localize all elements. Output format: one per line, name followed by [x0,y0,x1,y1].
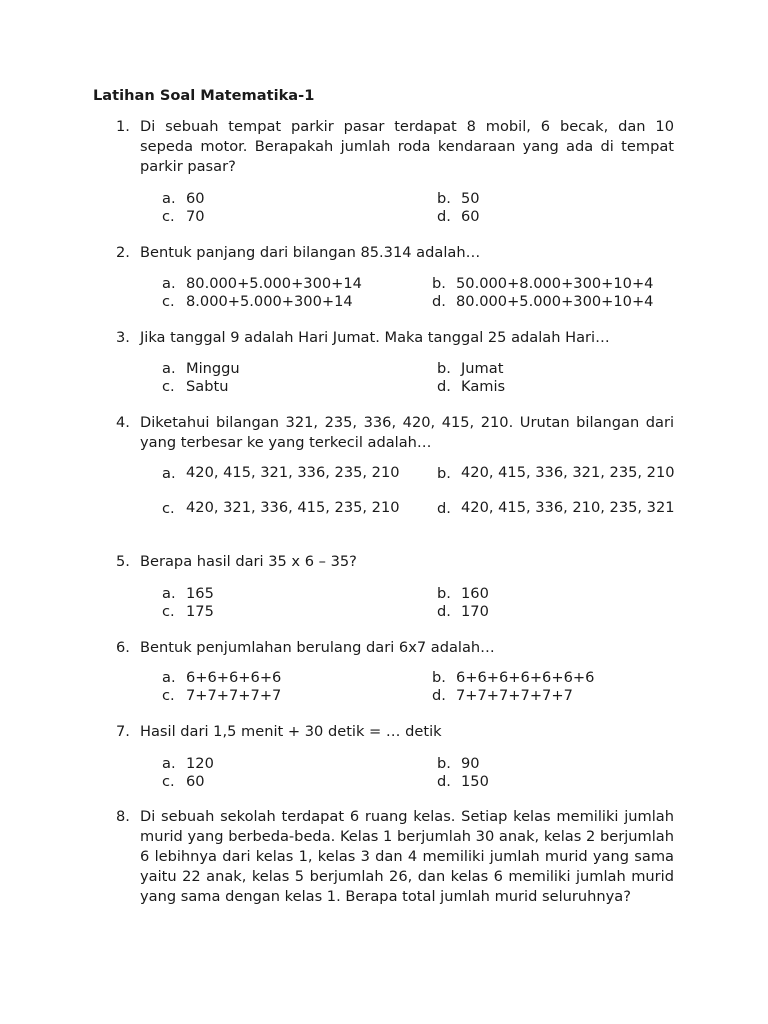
question-number: 2. [116,244,130,261]
question-text: Bentuk panjang dari bilangan 85.314 adalah… [140,244,481,261]
page-title: Latihan Soal Matematika-1 [93,87,315,104]
question-text: Diketahui bilangan 321, 235, 336, 420, 415, 210. Urutan bilangan dari yang terbesar ke yang terkecil adalah… [140,414,674,451]
question-number: 7. [116,723,130,740]
question-number: 3. [116,329,130,346]
question-text: Bentuk penjumlahan berulang dari 6x7 adalah… [140,639,495,656]
question-text: Di sebuah tempat parkir pasar terdapat 8 mobil, 6 becak, dan 10 sepeda motor. Berapakah jumlah roda kendaraan yang ada di tempat parkir pasar? [140,118,674,175]
question-text: Di sebuah sekolah terdapat 6 ruang kelas. Setiap kelas memiliki jumlah murid yang berbeda-beda. Kelas 1 berjumlah 30 anak, kelas 2 berjumlah 6 lebihnya dari kelas 1, kelas 3 dan 4 memiliki jumlah murid yang sama yaitu 22 anak, kelas 5 berjumlah 26, dan kelas 6 memiliki jumlah murid yang sama dengan kelas 1. Berapa total jumlah murid seluruhnya? [140,808,674,905]
question-number: 8. [116,808,130,825]
question-number: 4. [116,414,130,431]
question-text: Berapa hasil dari 35 x 6 – 35? [140,553,357,570]
question-number: 5. [116,553,130,570]
question-text: Jika tanggal 9 adalah Hari Jumat. Maka tanggal 25 adalah Hari… [140,329,610,346]
question-number: 6. [116,639,130,656]
question-text: Hasil dari 1,5 menit + 30 detik = … detik [140,723,442,740]
question-number: 1. [116,118,130,135]
